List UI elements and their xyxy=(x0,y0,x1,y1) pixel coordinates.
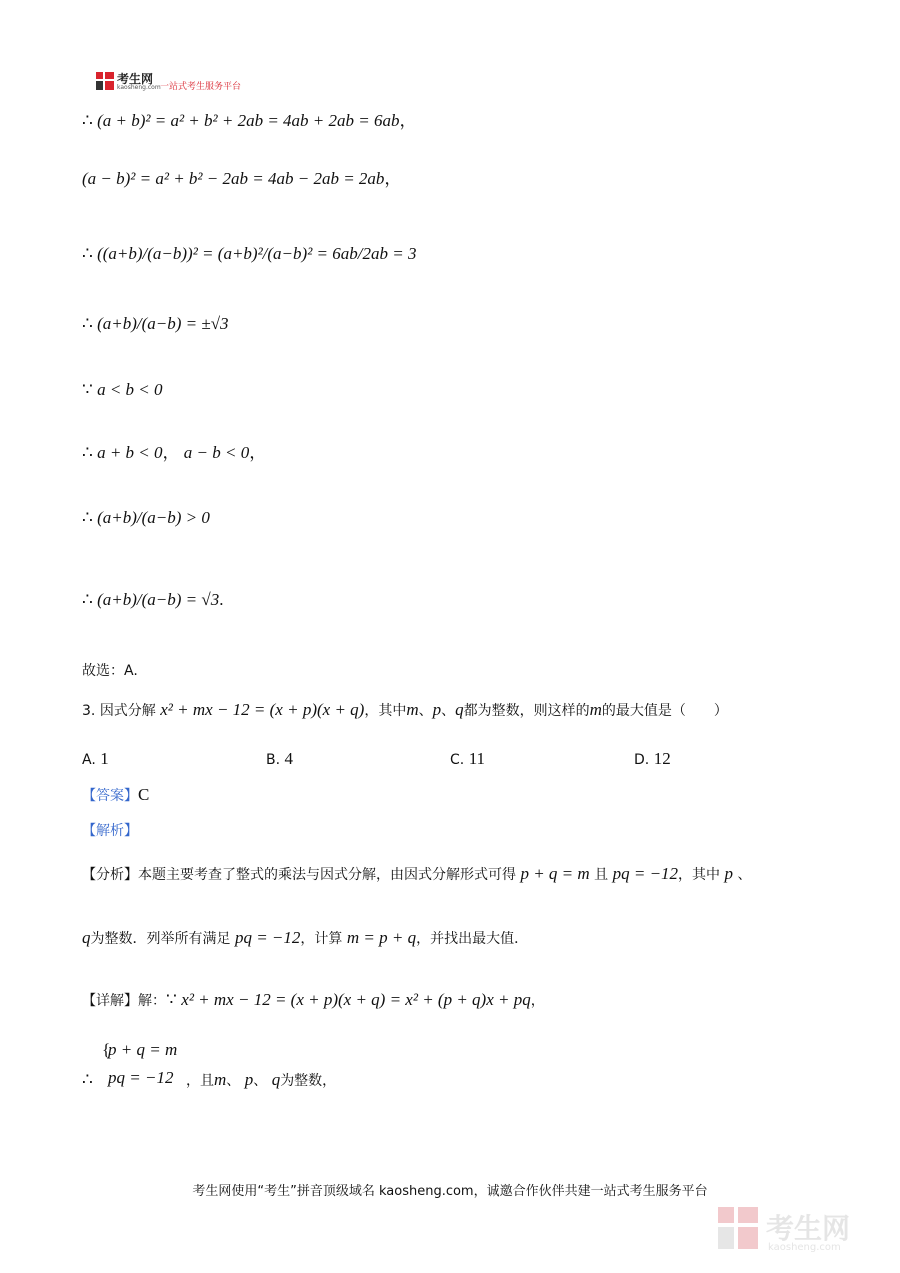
detail-equation: x² + mx − 12 = (x + p)(x + q) = x² + (p + q)x + pq xyxy=(181,990,531,1009)
analysis-text: 为整数．列举所有满足 xyxy=(90,931,231,947)
step-line-2 xyxy=(82,164,401,189)
detail-text: ，且 xyxy=(186,1073,214,1089)
punctuation: ， xyxy=(399,111,417,130)
logo-domain: kaosheng.com xyxy=(117,84,161,91)
analysis-eq-2: pq = −12 xyxy=(612,864,679,883)
separator: 、 xyxy=(737,867,752,883)
analysis-text: 本题主要考查了整式的乘法与因式分解，由因式分解形式可得 xyxy=(138,867,516,883)
step-line-5 xyxy=(82,380,163,400)
punctuation: ， xyxy=(384,169,402,188)
therefore-symbol: ∴ xyxy=(82,111,93,130)
equation-6a: a + b < 0 xyxy=(97,443,163,462)
var-m: m xyxy=(214,1070,227,1089)
system-eq-1: p + q = m xyxy=(108,1040,178,1059)
separator: 、 xyxy=(226,1073,241,1089)
punctuation: ， xyxy=(530,993,545,1009)
option-b[interactable] xyxy=(266,749,293,769)
equation-1: (a + b)² = a² + b² + 2ab = 4ab + 2ab = 6ab xyxy=(97,111,400,130)
equation-5: a < b < 0 xyxy=(97,380,163,399)
step-line-1 xyxy=(82,106,417,131)
analysis-text: ，其中 xyxy=(678,867,721,883)
analysis-eq-4: m = p + q xyxy=(346,928,417,947)
analysis-label: 【分析】 xyxy=(82,867,138,883)
previous-answer: 故选：A. xyxy=(82,663,138,679)
option-value: 12 xyxy=(653,749,671,768)
step-line-3 xyxy=(82,244,416,264)
system-brace: { xyxy=(102,1040,111,1059)
option-label: C. xyxy=(450,752,465,768)
therefore-symbol: ∴ xyxy=(82,508,93,527)
equation-6b: a − b < 0 xyxy=(183,443,250,462)
var-m: m xyxy=(406,700,419,719)
punctuation: ， xyxy=(162,443,180,462)
var-q: q xyxy=(455,700,464,719)
detail-label: 【详解】 xyxy=(82,993,138,1009)
question-formula: x² + mx − 12 = (x + p)(x + q) xyxy=(160,700,365,719)
question-3 xyxy=(82,700,728,720)
analysis-line-2 xyxy=(82,928,528,948)
logo-name: 考生网 xyxy=(117,72,154,86)
because-symbol: ∵ xyxy=(166,990,177,1009)
var-q: q xyxy=(271,1070,281,1089)
analysis-text: ，计算 xyxy=(300,931,343,947)
question-prefix: 因式分解 xyxy=(99,703,156,719)
system-eq-2: pq = −12 xyxy=(108,1068,174,1087)
watermark xyxy=(718,1205,878,1259)
separator: 、 xyxy=(441,703,456,719)
therefore-symbol: ∴ xyxy=(82,314,93,333)
detail-line-2 xyxy=(186,1070,336,1090)
step-line-6 xyxy=(82,438,266,463)
step-line-8 xyxy=(82,590,223,610)
detail-text: 解： xyxy=(138,993,166,1009)
question-text: 都为整数，则这样的 xyxy=(463,703,590,719)
step-line-4 xyxy=(82,314,229,334)
option-c[interactable] xyxy=(450,749,485,769)
var-p: p xyxy=(724,864,733,883)
detail-text: 为整数， xyxy=(280,1073,337,1089)
analysis-line-1 xyxy=(82,864,751,884)
var-p: p xyxy=(244,1070,254,1089)
punctuation: . xyxy=(219,590,224,609)
because-symbol: ∵ xyxy=(82,380,93,399)
var-m: m xyxy=(589,700,602,719)
therefore-symbol: ∴ xyxy=(82,1070,93,1089)
option-label: D. xyxy=(634,752,650,768)
equation-2: (a − b)² = a² + b² − 2ab = 4ab − 2ab = 2ab xyxy=(82,169,385,188)
therefore-symbol: ∴ xyxy=(82,443,93,462)
equation-7: (a+b)/(a−b) > 0 xyxy=(97,508,210,527)
question-text: ，其中 xyxy=(364,703,407,719)
answer-tag: 【答案】 xyxy=(82,788,138,804)
separator: 、 xyxy=(418,703,433,719)
equation-8: (a+b)/(a−b) = √3 xyxy=(97,590,220,609)
var-q: q xyxy=(82,928,91,947)
step-line-7 xyxy=(82,508,210,528)
separator: 、 xyxy=(253,1073,268,1089)
option-d[interactable] xyxy=(634,749,671,769)
kaosheng-logo-icon xyxy=(96,72,114,90)
option-label: B. xyxy=(266,752,281,768)
option-a[interactable] xyxy=(82,749,109,769)
page-footer: 考生网使用“考生”拼音顶级域名 kaosheng.com，诚邀合作伙伴共建一站式考生服务平台 xyxy=(192,1184,708,1199)
detail-line-1 xyxy=(82,990,545,1010)
analysis-eq-1: p + q = m xyxy=(520,864,590,883)
watermark-domain: kaosheng.com xyxy=(768,1242,841,1253)
equation-4: (a+b)/(a−b) = ±√3 xyxy=(97,314,229,333)
analysis-eq-3: pq = −12 xyxy=(234,928,301,947)
option-value: 4 xyxy=(284,749,294,768)
answer-value: C xyxy=(138,785,150,804)
equation-3: ((a+b)/(a−b))² = (a+b)²/(a−b)² = 6ab/2ab = 3 xyxy=(97,244,417,263)
option-value: 11 xyxy=(468,749,486,768)
analysis-tag: 【解析】 xyxy=(82,823,138,839)
logo-slogan: 一站式考生服务平台 xyxy=(160,82,242,92)
watermark-name: 考生网 xyxy=(766,1212,851,1245)
question-number: 3. xyxy=(82,703,96,719)
var-p: p xyxy=(432,700,442,719)
analysis-text: ，并找出最大值． xyxy=(416,931,529,947)
option-value: 1 xyxy=(100,749,109,768)
therefore-symbol: ∴ xyxy=(82,244,93,263)
option-label: A. xyxy=(82,752,96,768)
therefore-symbol: ∴ xyxy=(82,590,93,609)
question-text: 的最大值是（ ） xyxy=(601,703,728,719)
analysis-text: 且 xyxy=(594,867,609,883)
answer-line xyxy=(82,785,149,805)
punctuation: ， xyxy=(249,443,267,462)
